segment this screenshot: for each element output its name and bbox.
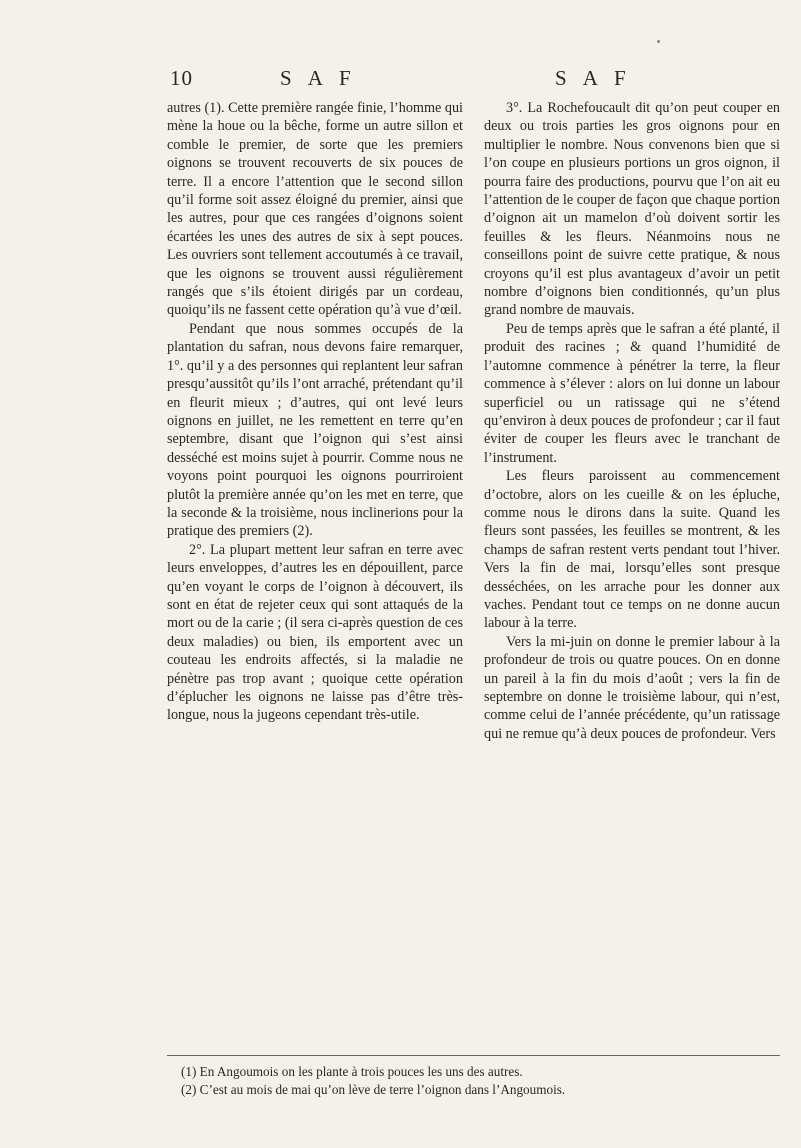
page-number: 10 — [170, 66, 193, 90]
paragraph: Peu de temps après que le safran a été planté, il produit des racines ; & quand l’humidité de l’automne commence à pénétrer la terre, la fleur commence à s’élever : alors on lui donne un labour superficiel ou un ratissage qui ne s’étend qu’environ à deux pouces de profondeur ; car il faut éviter de couper les fleurs avec le tranchant de l’instrument. — [484, 320, 780, 466]
ink-speck — [657, 40, 660, 43]
running-header — [0, 66, 801, 94]
right-running-title: S A F — [555, 66, 632, 90]
left-column — [167, 99, 463, 725]
paragraph: Vers la mi-juin on donne le premier labour à la profondeur de trois ou quatre pouces. On en donne un pareil à la fin du mois d’août ; vers la fin de septembre on donne le troisième labour, qui n’est, comme celui de l’année précédente, qu’un ratissage qui ne remue qu’à deux pouces de profondeur. Vers — [484, 633, 780, 742]
paragraph: 3°. La Rochefoucault dit qu’on peut couper en deux ou trois parties les gros oignons pour en multiplier le nombre. Nous convenons bien que si l’on coupe en plusieurs portions un gros oignon, il pourra faire des productions, pourvu que l’on ait eu l’attention de le couper de façon que chaque portion d’oignon ait un mamelon d’où doivent sortir les feuilles & les fleurs. Néanmoins nous ne conseillons point de suivre cette pratique, & nous croyons qu’il est plus avantageux d’avoir un petit nombre d’oignons bien conditionnés, qu’un plus grand nombre de mauvais. — [484, 100, 780, 319]
paragraph: Pendant que nous sommes occupés de la plantation du safran, nous devons faire remarquer, 1°. qu’il y a des personnes qui replantent leur safran presqu’aussitôt qu’ils l’ont arraché, prétendant qu’il en fleurit mieux ; d’autres, qui ont levé leurs oignons en juillet, ne les remettent en terre qu’en septembre, disant que l’oignon qui s’est ainsi desséché est moins sujet à pourrir. Comme nous ne voyons point pourquoi les oignons pourriroient plutôt la première année qu’on les met en terre, que la seconde & la troisième, nous inclinerions pour la pratique des premiers (2). — [167, 320, 463, 540]
footnote-divider — [167, 1055, 780, 1056]
paragraph: Les fleurs paroissent au commencement d’octobre, alors on les cueille & on les épluche, comme nous le dirons dans la suite. Quand les fleurs sont passées, les feuilles se montrent, & les champs de safran restent verts pendant tout l’hiver. Vers la fin de mai, lorsqu’elles sont presque desséchées, on les arrache pour les donner aux vaches. Pendant tout ce temps on ne donne aucun labour à la terre. — [484, 468, 780, 632]
left-running-title: S A F — [280, 66, 357, 90]
right-column — [484, 99, 780, 743]
paragraph: autres (1). Cette première rangée finie, l’homme qui mène la houe ou la bêche, forme un autre sillon et comble le premier, de sorte que les premiers oignons se trouvent recouverts de six pouces de terre. Il a encore l’attention que le second sillon qu’il forme soit assez éloigné du premier, ainsi que les autres, pour que ces rangées d’oignons soient écartées les unes des autres de six à sept pouces. Les ouvriers sont tellement accoutumés à ce travail, que les oignons se trouvent aussi régulièrement rangés que s’ils étoient dirigés par un cordeau, quoiqu’ils ne fassent cette opération qu’à vue d’œil. — [167, 100, 463, 319]
footnote: (2) C’est au mois de mai qu’on lève de terre l’oignon dans l’Angoumois. — [181, 1081, 566, 1097]
paragraph: 2°. La plupart mettent leur safran en terre avec leurs enveloppes, d’autres les en dépouillent, parce qu’en voyant le corps de l’oignon à découvert, ils sont en état de rejeter ceux qui sont attaqués de la mort ou de la carie ; (il sera ci-après question de ces deux maladies) ou bien, ils emportent avec un couteau les endroits affectés, si la maladie ne pénètre pas trop avant ; quoique cette opération d’éplucher les oignons ne laisse pas d’être très-longue, nous la jugeons cependant très-utile. — [167, 541, 463, 724]
footnotes — [167, 1063, 780, 1098]
footnote: (1) En Angoumois on les plante à trois pouces les uns des autres. — [181, 1064, 523, 1079]
